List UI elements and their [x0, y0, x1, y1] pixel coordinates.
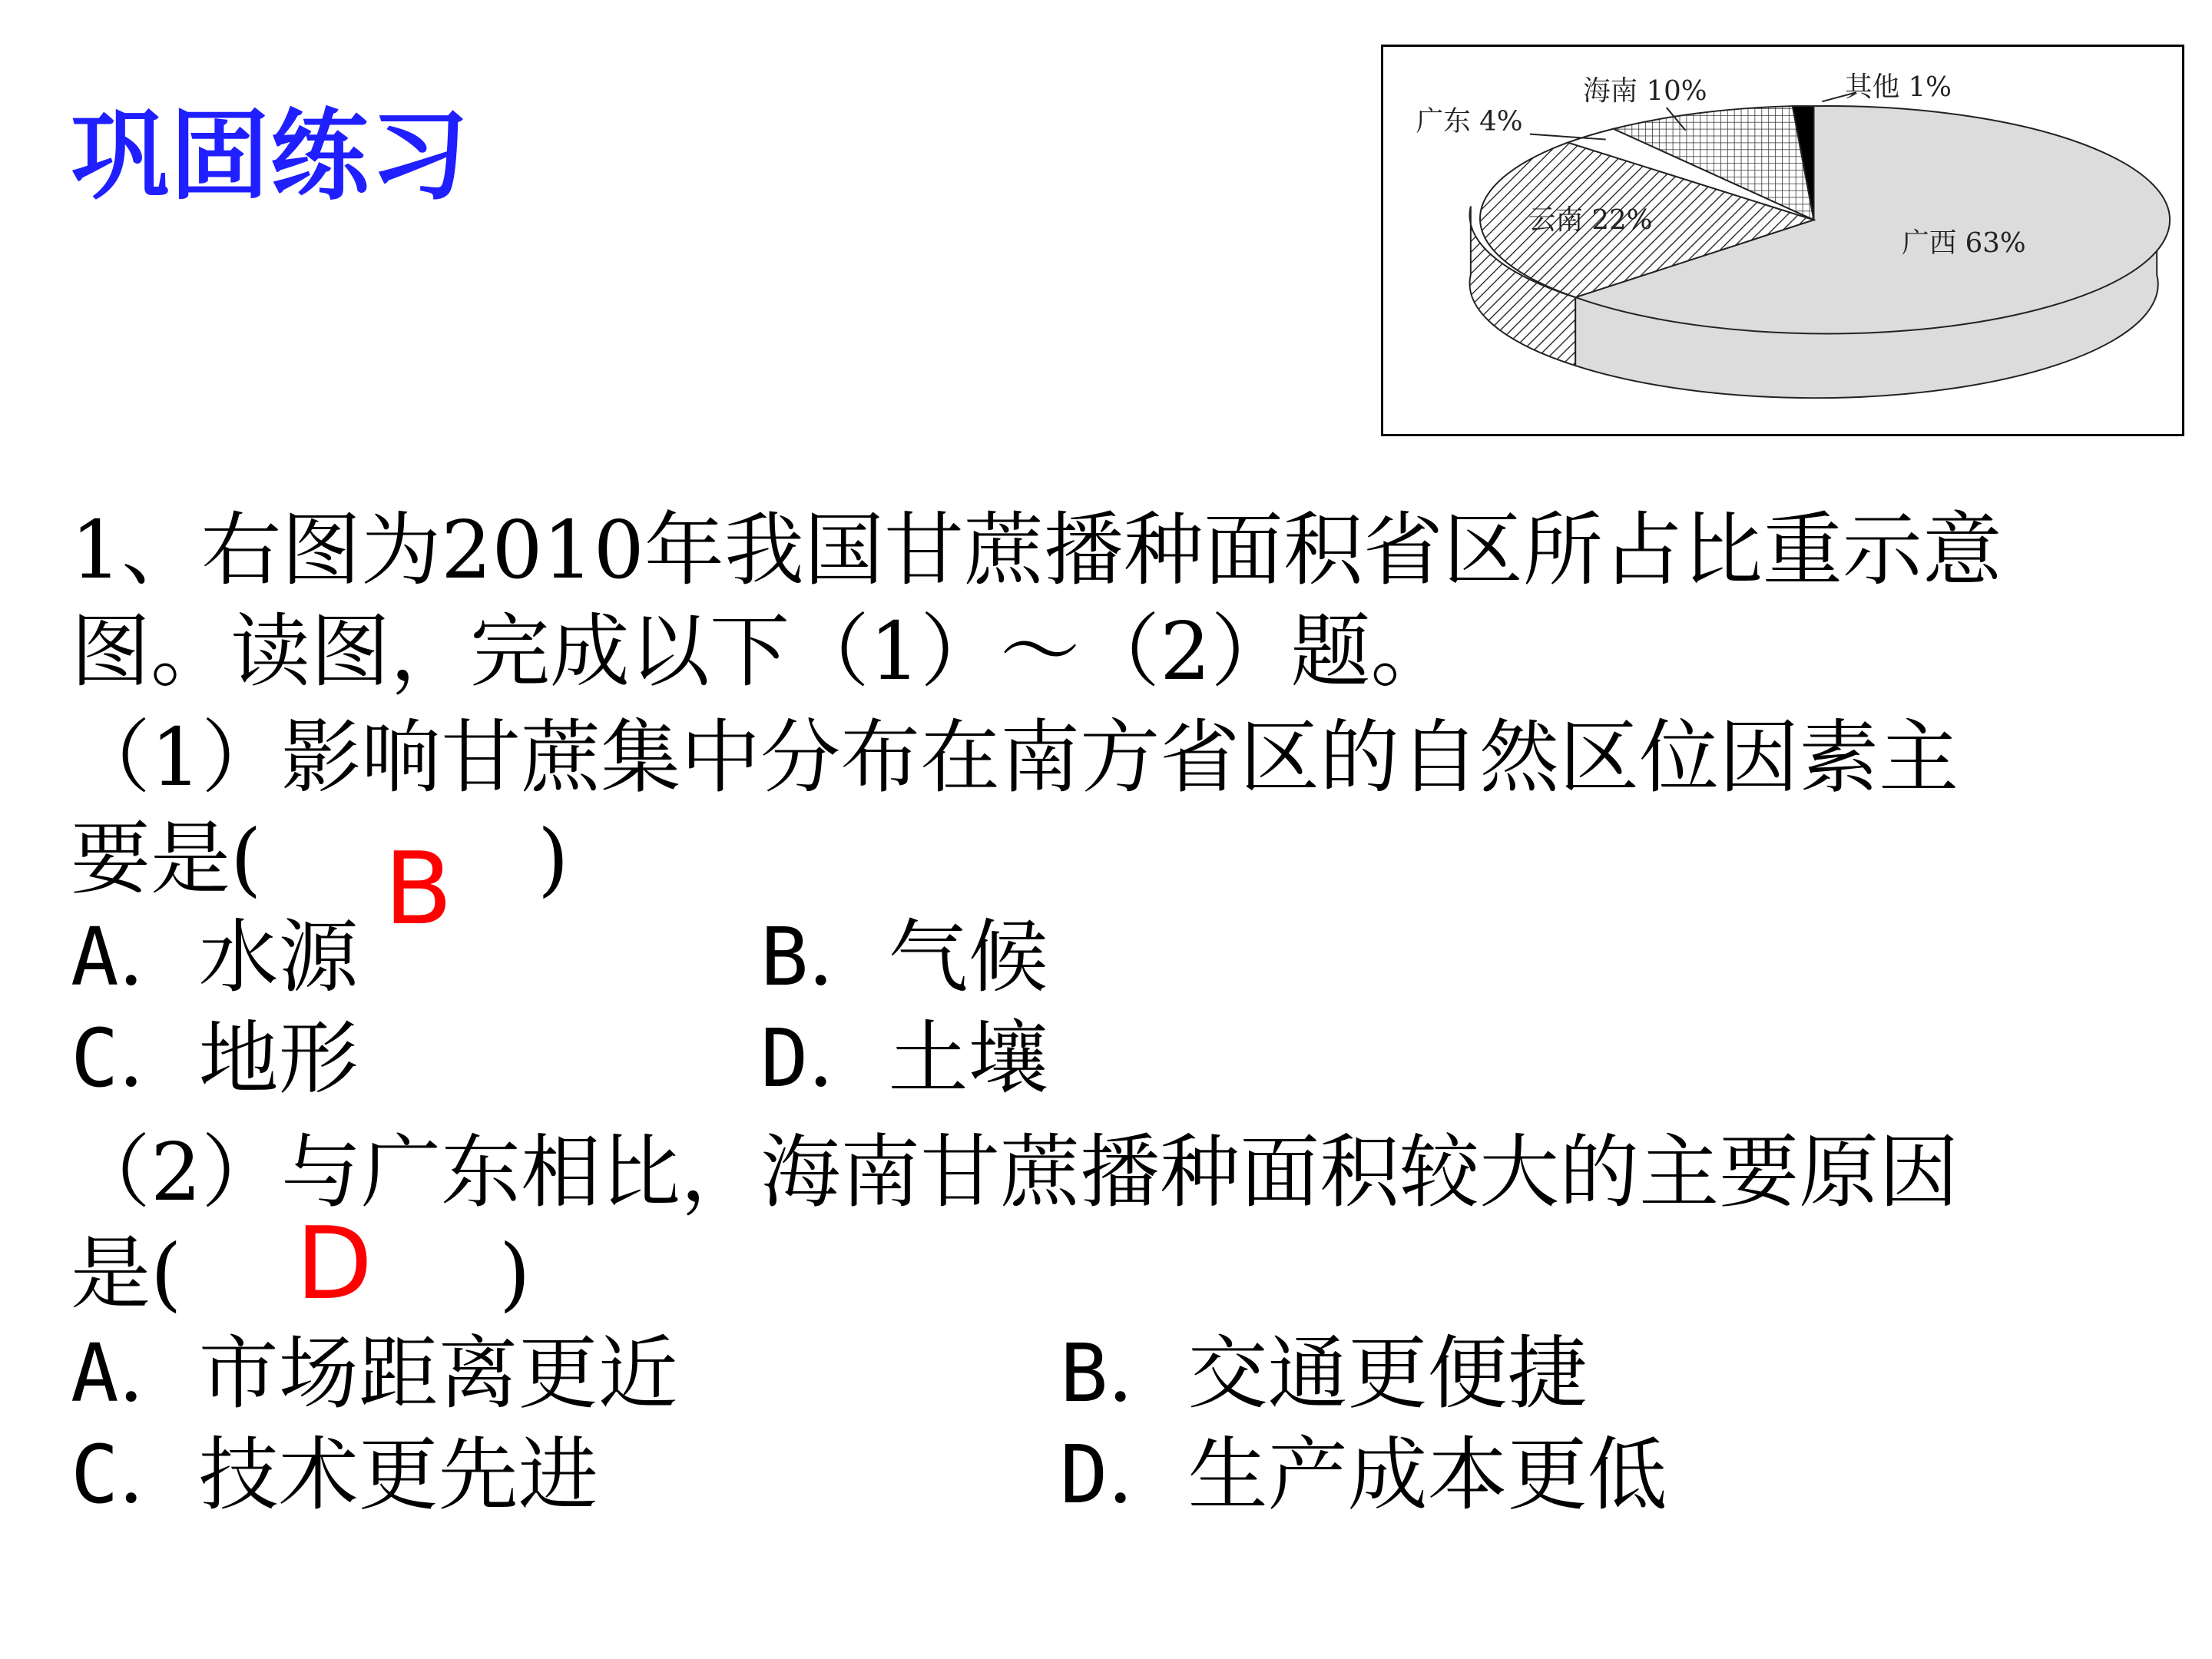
pie-label-guangxi: 广西 63% — [1902, 227, 2026, 259]
question-stem-line2: 图。读图，完成以下（1）～（2）题。 — [71, 604, 1451, 698]
q1-option-a[interactable]: A．水源 — [71, 910, 359, 1004]
pie-chart — [1381, 45, 2184, 436]
pie-label-guangdong: 广东 4% — [1416, 105, 1523, 137]
q1-option-b[interactable]: B．气候 — [760, 910, 1048, 1004]
pie-label-yunnan: 云南 22% — [1528, 204, 1653, 237]
q2-option-a[interactable]: A．市场距离更近 — [71, 1326, 678, 1420]
q1-option-c[interactable]: C．地形 — [71, 1012, 359, 1105]
pie-label-hainan: 海南 10% — [1583, 75, 1707, 108]
q1-prompt-prefix: 要是( — [71, 812, 262, 906]
q2-option-d[interactable]: D．生产成本更低 — [1060, 1428, 1667, 1522]
q2-option-c[interactable]: C．技术更先进 — [71, 1428, 598, 1522]
q2-prompt-suffix: ) — [499, 1227, 531, 1320]
q2-option-b[interactable]: B．交通更便捷 — [1060, 1326, 1588, 1420]
q1-prompt-line1: （1）影响甘蔗集中分布在南方省区的自然区位因素主 — [71, 710, 1959, 804]
q2-answer: D — [296, 1205, 373, 1322]
q2-prompt-line1: （2）与广东相比，海南甘蔗播种面积较大的主要原因 — [71, 1125, 1959, 1219]
q1-prompt-suffix: ) — [538, 812, 569, 906]
question-stem-line1: 1、右图为2010年我国甘蔗播种面积省区所占比重示意 — [71, 503, 2002, 597]
q1-answer: B — [384, 830, 453, 947]
page-title: 巩固练习 — [71, 99, 471, 214]
q2-prompt-prefix: 是( — [71, 1227, 182, 1320]
pie-label-other: 其他 1% — [1845, 71, 1952, 104]
q1-option-d[interactable]: D．土壤 — [760, 1012, 1048, 1105]
